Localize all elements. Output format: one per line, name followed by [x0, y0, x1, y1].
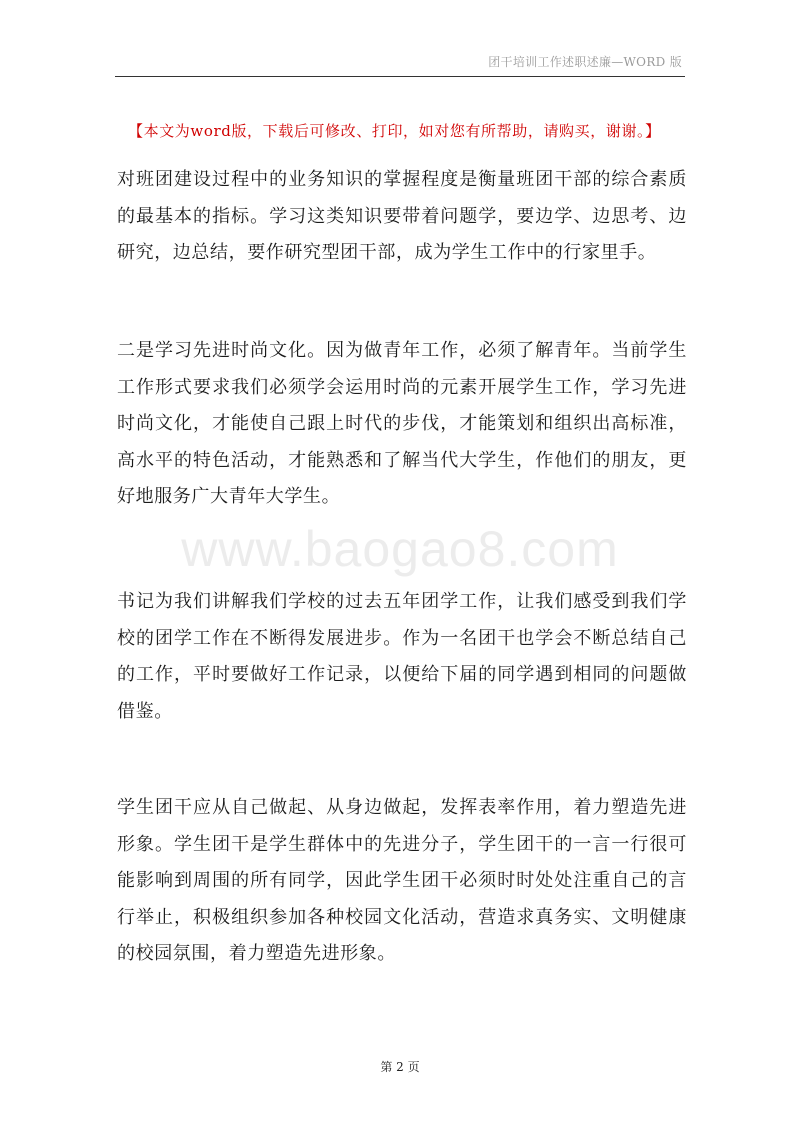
page-number: 第 2 页	[380, 1060, 420, 1074]
body-paragraph-1: 对班团建设过程中的业务知识的掌握程度是衡量班团干部的综合素质的最基本的指标。学习这类知识要带着问题学，要边学、边思考、边研究，边总结，要作研究型团干部，成为学生工作中的行家里手。	[117, 169, 687, 263]
download-notice: 【本文为word版，下载后可修改、打印，如对您有所帮助，请购买，谢谢。】	[128, 122, 661, 140]
body-paragraph-4: 学生团干应从自己做起、从身边做起，发挥表率作用，着力塑造先进形象。学生团干是学生群体中的先进分子，学生团干的一言一行很可能影响到周围的所有同学，因此学生团干必须时时处处注重自己的言行举止，积极组织参加各种校园文化活动，营造求真务实、文明健康的校园氛围，着力塑造先进形象。	[117, 797, 687, 964]
header-divider	[115, 76, 685, 77]
watermark-text: www.baogao8.com	[181, 521, 619, 577]
body-paragraph-3: 书记为我们讲解我们学校的过去五年团学工作，让我们感受到我们学校的团学工作在不断得发展进步。作为一名团干也学会不断总结自己的工作，平时要做好工作记录，以便给下届的同学遇到相同的问题做借鉴。	[117, 591, 687, 722]
document-header-title: 团干培训工作述职述廉—WORD 版	[488, 55, 682, 69]
body-paragraph-2: 二是学习先进时尚文化。因为做青年工作，必须了解青年。当前学生工作形式要求我们必须学会运用时尚的元素开展学生工作，学习先进时尚文化，才能使自己跟上时代的步伐，才能策划和组织出高标准，高水平的特色活动，才能熟悉和了解当代大学生，作他们的朋友，更好地服务广大青年大学生。	[117, 340, 687, 507]
